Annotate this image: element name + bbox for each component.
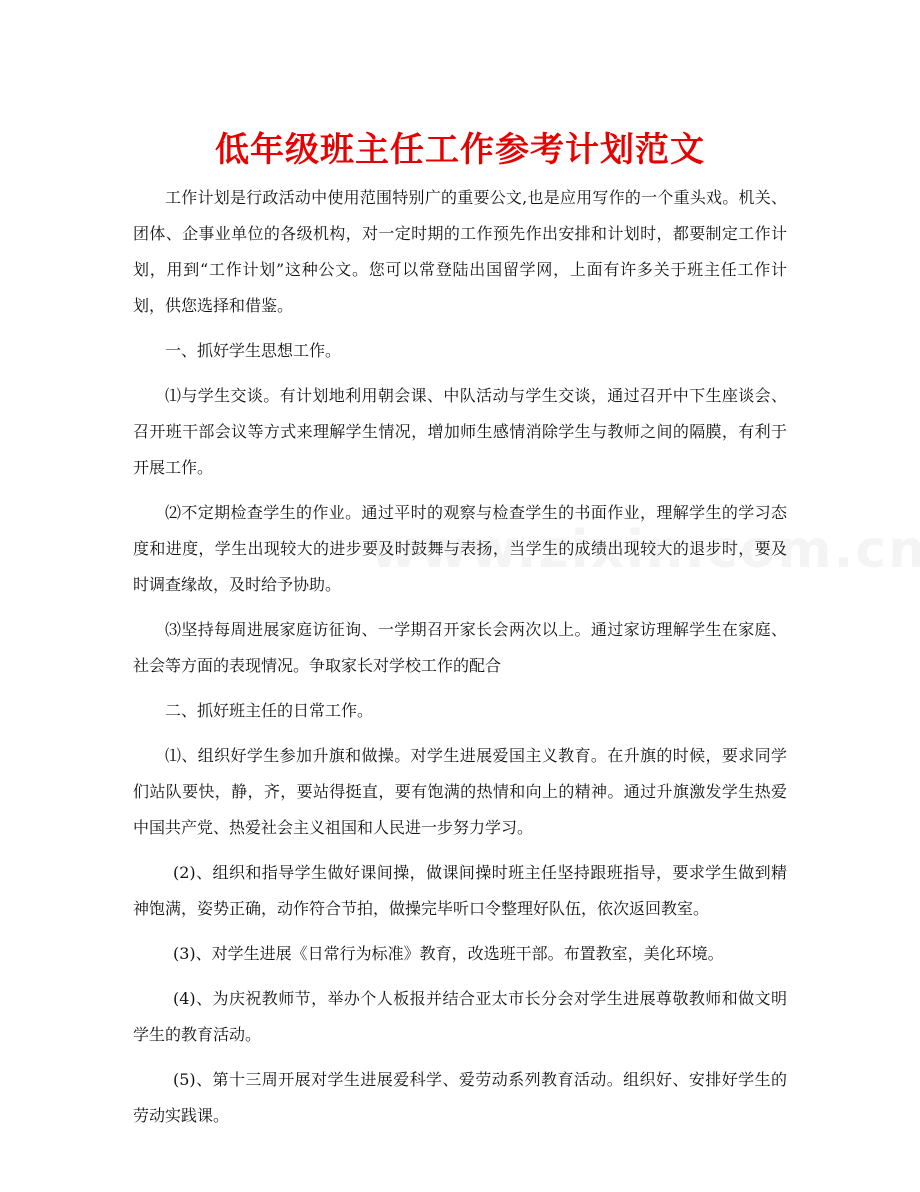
- list-item: (4)、为庆祝教师节，举办个人板报并结合亚太市长分会对学生进展尊敬教师和做文明学生的教育活动。: [133, 989, 787, 1044]
- list-item: ⑵不定期检查学生的作业。通过平时的观察与检查学生的书面作业，理解学生的学习态度和进度，学生出现较大的进步要及时鼓舞与表扬，当学生的成绩出现较大的退步时，要及时调查缘故，及时给予协助。: [133, 503, 787, 594]
- list-item: (3)、对学生进展《日常行为标准》教育，改选班干部。布置教室，美化环境。: [173, 944, 724, 963]
- list-item: ⑶坚持每周进展家庭访征询、一学期召开家长会两次以上。通过家访理解学生在家庭、社会等方面的表现情况。争取家长对学校工作的配合: [133, 620, 787, 675]
- section-heading-1: 一、抓好学生思想工作。: [165, 341, 342, 360]
- list-item: ⑴与学生交谈。有计划地利用朝会课、中队活动与学生交谈，通过召开中下生座谈会、召开班干部会议等方式来理解学生情况，增加师生感情消除学生与教师之间的隔膜，有利于开展工作。: [133, 386, 787, 477]
- list-item: ⑴、组织好学生参加升旗和做操。对学生进展爱国主义教育。在升旗的时候，要求同学们站队要快，静，齐，要站得挺直，要有饱满的热情和向上的精神。通过升旗激发学生热爱中国共产党、热爱社会主义祖国和人民进一步努力学习。: [133, 746, 787, 837]
- document-title: 低年级班主任工作参考计划范文: [215, 130, 705, 170]
- list-item: (5)、第十三周开展对学生进展爱科学、爱劳动系列教育活动。组织好、安排好学生的劳动实践课。: [133, 1070, 787, 1125]
- list-item: (2)、组织和指导学生做好课间操，做课间操时班主任坚持跟班指导，要求学生做到精神饱满，姿势正确，动作符合节拍，做操完毕听口令整理好队伍，依次返回教室。: [133, 863, 787, 918]
- document-body: [133, 180, 787, 1143]
- intro-paragraph: 工作计划是行政活动中使用范围特别广的重要公文,也是应用写作的一个重头戏。机关、团体、企事业单位的各级机构，对一定时期的工作预先作出安排和计划时，都要制定工作计划，用到“工作计划”这种公文。您可以常登陆出国留学网，上面有许多关于班主任工作计划，供您选择和借鉴。: [133, 188, 787, 315]
- section-heading-2: 二、抓好班主任的日常工作。: [165, 701, 374, 720]
